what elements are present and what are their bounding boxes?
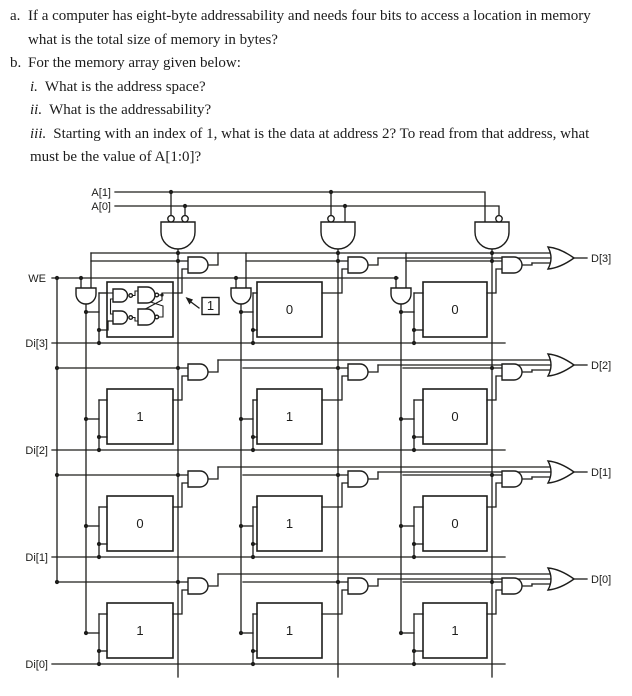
read-and-gate	[348, 578, 368, 594]
question-b-label: b.	[10, 55, 22, 71]
inverter-bubble-icon	[155, 315, 159, 319]
read-and-gate	[502, 364, 522, 380]
question-a-text1: If a computer has eight-byte addressability and needs four bits to access a location in memory	[28, 8, 591, 24]
write-and-gate	[231, 288, 251, 304]
nand-gate-icon	[138, 309, 155, 325]
decoder-and-gate	[161, 222, 195, 249]
cell-value: 1	[285, 516, 294, 531]
decoder-and-gate	[321, 222, 355, 249]
read-and-gate	[188, 578, 208, 594]
write-and-gate	[76, 288, 96, 304]
nand-gate-icon	[138, 287, 155, 303]
cell-value: 0	[285, 302, 294, 317]
read-and-gate	[502, 471, 522, 487]
read-and-gate	[502, 578, 522, 594]
data-in-label-di3: Di[3]	[25, 338, 48, 350]
data-in-label-di1: Di[1]	[25, 552, 48, 564]
output-label-d0: D[0]	[591, 574, 612, 586]
decoder-and-gate	[475, 222, 509, 249]
read-and-gate	[348, 364, 368, 380]
question-b-item-ii: ii. What is the addressability?	[30, 102, 212, 118]
cell-value: 1	[206, 298, 215, 313]
read-and-gate	[188, 257, 208, 273]
write-enable-label: WE	[28, 273, 46, 285]
cell-value: 1	[451, 623, 459, 638]
cell-value: 0	[136, 516, 144, 531]
output-label-d2: D[2]	[591, 360, 612, 372]
address-decoder-gates	[161, 216, 509, 249]
output-or-gate	[548, 461, 574, 483]
data-in-label-di2: Di[2]	[25, 445, 48, 457]
question-b-item-iii: iii. Starting with an index of 1, what is the data at address 2? To read from that address, what	[30, 125, 590, 142]
question-a-line1	[0, 5, 632, 29]
read-and-gate	[348, 257, 368, 273]
data-in-label-di0: Di[0]	[25, 659, 48, 671]
read-and-gate	[502, 257, 522, 273]
nand-gate-icon	[113, 289, 128, 302]
inverter-bubble-icon	[155, 293, 159, 297]
inverter-bubble-icon	[168, 216, 174, 222]
question-b-line: b. For the memory array given below:	[0, 52, 632, 76]
address-label-a0: A[0]	[91, 201, 111, 213]
inverter-bubble-icon	[129, 294, 133, 298]
output-label-d1: D[1]	[591, 467, 612, 479]
cell-value: 0	[451, 409, 459, 424]
read-and-gate	[348, 471, 368, 487]
write-and-gate	[391, 288, 411, 304]
inverter-bubble-icon	[496, 216, 502, 222]
cell-value: 1	[136, 409, 144, 424]
question-block	[0, 0, 632, 170]
cell-value: 1	[136, 623, 144, 638]
address-label-a1: A[1]	[91, 187, 111, 199]
output-or-gate	[548, 247, 574, 269]
inverter-bubble-icon	[182, 216, 188, 222]
memory-array-diagram	[0, 170, 632, 696]
question-b-item-iii-cont: must be the value of A[1:0]?	[30, 149, 202, 165]
nand-gate-icon	[113, 311, 128, 324]
inverter-bubble-icon	[328, 216, 334, 222]
output-label-d3: D[3]	[591, 253, 612, 265]
cell-value: 1	[285, 409, 294, 424]
output-or-gate	[548, 568, 574, 590]
read-and-gate	[188, 364, 208, 380]
question-a-line2: what is the total size of memory in bytes?	[28, 31, 278, 48]
read-and-gate	[188, 471, 208, 487]
question-b-item-i: i. What is the address space?	[30, 78, 206, 95]
cell-value: 0	[451, 302, 459, 317]
inverter-bubble-icon	[129, 316, 133, 320]
cell-value: 1	[285, 623, 294, 638]
output-or-gate	[548, 354, 574, 376]
cell-value: 0	[451, 516, 459, 531]
question-a-label: a.	[10, 8, 21, 24]
memory-cells	[107, 282, 487, 658]
